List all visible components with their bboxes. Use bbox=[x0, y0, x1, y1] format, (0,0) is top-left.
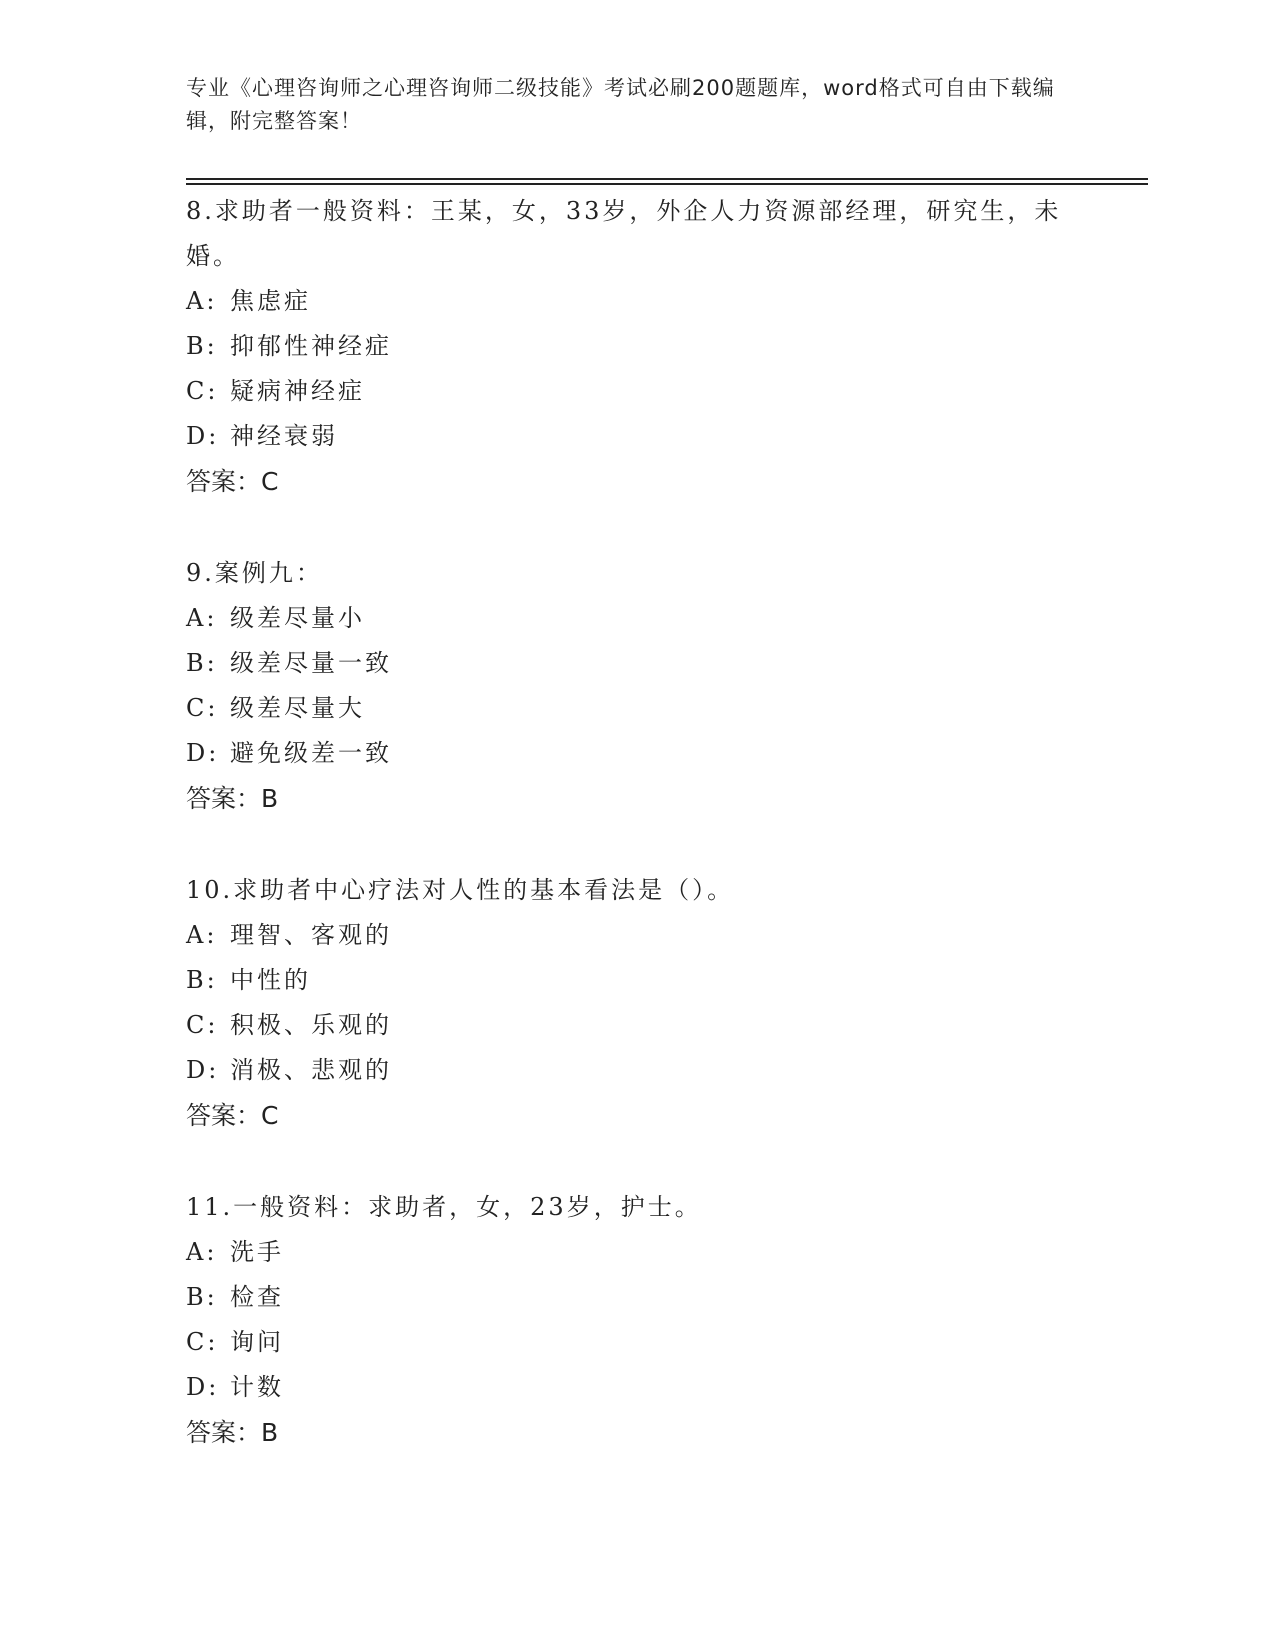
option-a bbox=[186, 913, 1086, 958]
option-c bbox=[186, 369, 1086, 414]
option-c bbox=[186, 1003, 1086, 1048]
option-b bbox=[186, 641, 1086, 686]
option-text: 抑郁性神经症 bbox=[230, 332, 392, 360]
question-stem: 9.案例九： bbox=[186, 559, 323, 587]
option-letter: C: bbox=[186, 1328, 219, 1356]
answer: 答案：B bbox=[186, 784, 279, 813]
question-8 bbox=[186, 189, 1086, 504]
option-b bbox=[186, 1275, 1086, 1320]
option-letter: C: bbox=[186, 1011, 219, 1039]
option-letter: B: bbox=[186, 966, 218, 994]
option-b bbox=[186, 958, 1086, 1003]
option-b bbox=[186, 324, 1086, 369]
option-text: 检查 bbox=[230, 1283, 284, 1311]
answer: 答案：B bbox=[186, 1418, 279, 1447]
option-letter: D: bbox=[186, 422, 220, 450]
option-text: 洗手 bbox=[230, 1238, 284, 1266]
option-text: 理智、客观的 bbox=[230, 921, 392, 949]
answer: 答案：C bbox=[186, 1101, 279, 1130]
question-10 bbox=[186, 868, 1086, 1138]
question-list bbox=[186, 189, 1086, 1455]
document-header: 专业《心理咨询师之心理咨询师二级技能》考试必刷200题题库，word格式可自由下载编辑，附完整答案！ bbox=[186, 76, 1055, 133]
option-letter: A: bbox=[186, 287, 218, 315]
option-text: 神经衰弱 bbox=[230, 422, 338, 450]
option-d bbox=[186, 1048, 1086, 1093]
option-text: 疑病神经症 bbox=[230, 377, 365, 405]
header-divider-top bbox=[186, 178, 1148, 180]
option-text: 询问 bbox=[230, 1328, 284, 1356]
option-d bbox=[186, 414, 1086, 459]
option-text: 避免级差一致 bbox=[230, 739, 392, 767]
question-stem: 8.求助者一般资料：王某，女，33岁，外企人力资源部经理，研究生，未婚。 bbox=[186, 197, 1062, 270]
question-stem: 10.求助者中心疗法对人性的基本看法是（）。 bbox=[186, 876, 735, 904]
option-letter: B: bbox=[186, 332, 218, 360]
option-text: 焦虑症 bbox=[230, 287, 311, 315]
question-11 bbox=[186, 1185, 1086, 1455]
answer: 答案：C bbox=[186, 467, 279, 496]
option-text: 级差尽量一致 bbox=[230, 649, 392, 677]
option-letter: B: bbox=[186, 649, 218, 677]
option-d bbox=[186, 731, 1086, 776]
option-letter: B: bbox=[186, 1283, 218, 1311]
option-text: 积极、乐观的 bbox=[230, 1011, 392, 1039]
option-text: 计数 bbox=[230, 1373, 284, 1401]
option-text: 级差尽量大 bbox=[230, 694, 365, 722]
option-letter: A: bbox=[186, 921, 218, 949]
option-letter: D: bbox=[186, 739, 220, 767]
option-letter: D: bbox=[186, 1056, 220, 1084]
option-a bbox=[186, 279, 1086, 324]
option-a bbox=[186, 1230, 1086, 1275]
question-stem: 11.一般资料：求助者，女，23岁，护士。 bbox=[186, 1193, 702, 1221]
option-a bbox=[186, 596, 1086, 641]
option-letter: C: bbox=[186, 694, 219, 722]
option-letter: D: bbox=[186, 1373, 220, 1401]
option-letter: A: bbox=[186, 604, 218, 632]
option-text: 消极、悲观的 bbox=[230, 1056, 392, 1084]
header-divider-bottom bbox=[186, 183, 1148, 185]
option-c bbox=[186, 686, 1086, 731]
option-text: 级差尽量小 bbox=[230, 604, 365, 632]
option-c bbox=[186, 1320, 1086, 1365]
option-d bbox=[186, 1365, 1086, 1410]
option-text: 中性的 bbox=[230, 966, 311, 994]
option-letter: A: bbox=[186, 1238, 218, 1266]
option-letter: C: bbox=[186, 377, 219, 405]
question-9 bbox=[186, 551, 1086, 821]
